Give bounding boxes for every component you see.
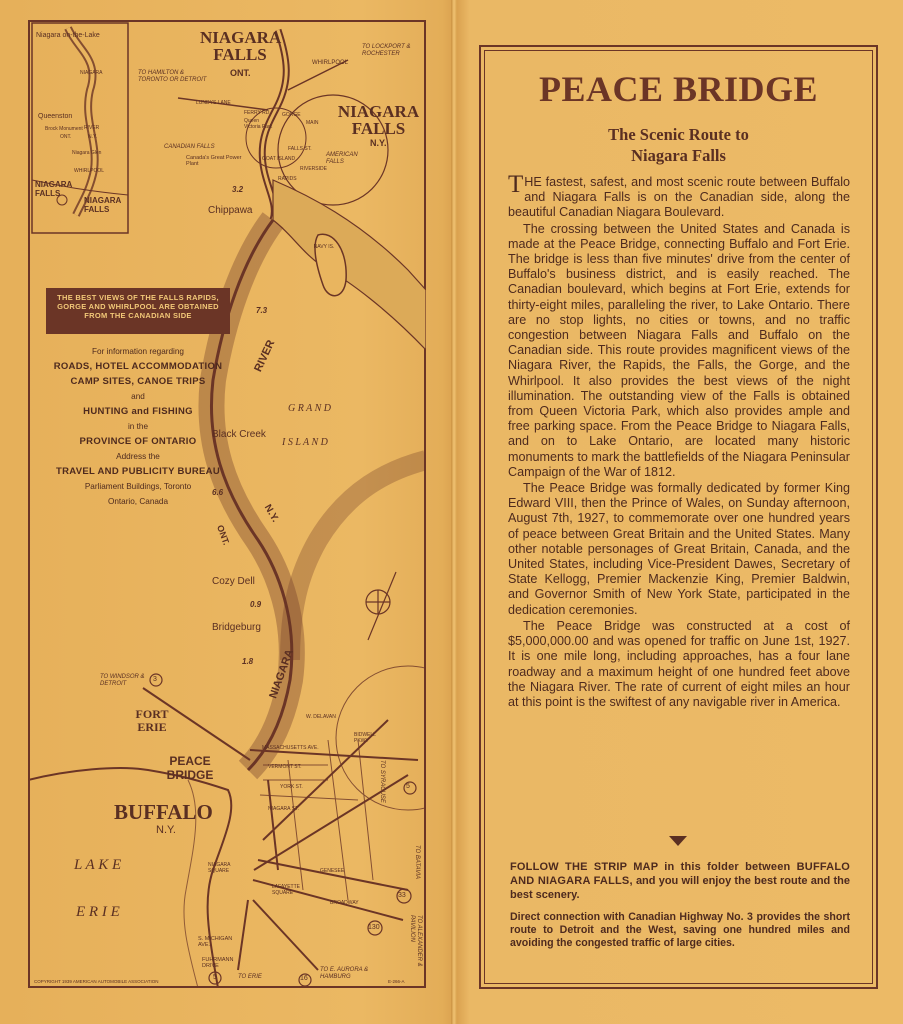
down-triangle-icon [669,836,687,846]
riverside-label: RIVERSIDE [300,166,327,172]
erie-label: E R I E [76,904,120,920]
ont-label: ONT. [230,68,251,78]
black-creek-label: Black Creek [212,429,266,440]
info-line8: Address the [116,452,160,461]
genesee-label: GENESEE [320,868,345,874]
copyright-label: COPYRIGHT 1939 AMERICAN AUTOMOBILE ASSOCIATION [34,979,159,984]
fuhrmann-label: FUHRMANN DRIVE [202,957,234,969]
follow-strip-map-note [510,860,850,902]
gorge-label: GORGE [282,112,301,118]
goat-island-label: GOAT ISLAND [262,156,296,162]
paragraph-4: The Peace Bridge was constructed at a cost of $5,000,000.00 and was opened for traffic on June 1st, 1927. It is one mile long, including approaches, has a four lane roadway and a maximum height of one hundred feet above the Niagara River. The rate of current of eight miles an hour at this point is the swiftest of any navigable river in America. [508,618,850,709]
niagara-st-label: NIAGARA ST. [268,806,299,812]
grand-label: G R A N D [288,403,331,414]
info-line4: and [131,392,145,401]
inset-niagara-on-the-lake: Niagara on-the-Lake [36,32,100,39]
ferry-label: FERRY RD. [244,110,271,116]
lafayette-label: LAFAYETTE SQUARE [272,884,300,896]
info-line2: ROADS, HOTEL ACCOMMODATION [53,361,223,372]
island-label: I S L A N D [282,437,328,448]
info-line1: For information regarding [92,347,184,356]
inset-ny: N.Y. [88,134,98,140]
route-3: 3 [153,676,157,683]
page-subtitle [484,124,873,166]
subtitle-line2: Niagara Falls [631,146,726,165]
dist-73: 7.3 [256,306,268,315]
river-word: RIVER [252,338,278,374]
canadian-falls-label: CANADIAN FALLS [164,144,215,150]
dist-66: 6.6 [212,488,224,497]
niagara-falls-ont-label: NIAGARA FALLS [200,28,282,64]
inset-whirlpool: WHIRLPOOL [74,168,105,174]
information-block [40,344,236,509]
inset-brock: Brock Monument [45,126,83,132]
falls-st-label: FALLS ST. [288,146,312,152]
bidwell-label: BIDWELL PKWY [354,732,376,744]
main-st-label: MAIN [306,120,319,126]
to-erie: TO ERIE [238,974,262,980]
niagara-square-label: NIAGARA SQUARE [208,862,231,874]
lundys-label: LUNDYS LANE [196,100,231,106]
inset-queenston: Queenston [38,113,73,120]
paragraph-3: The Peace Bridge was formally dedicated by former King Edward VIII, then the Prince of Wales, on Sunday afternoon, August 7th, 1927, to commemorate over one hundred years of peace between Great Britain and the United States. Many other notable personages of Great Britain, Canada, and the United States, including Vice-President Dawes, Secretary of State Kellogg, Premier Mackenzie King, Premier Baldwin, and Governor Smith of New York State, participated in the dedication ceremonies. [508,481,850,617]
body-text [508,171,850,711]
ont-word: ONT. [215,523,232,547]
route-16: 16 [300,975,308,982]
south-michigan-label: S. MICHIGAN AVE. [198,936,233,948]
subtitle-line1: The Scenic Route to [608,125,749,144]
buffalo-label: BUFFALO [114,800,213,824]
direct-connection-note: Direct connection with Canadian Highway No. 3 provides the short route to Detroit and the West, saving one hundred miles and avoiding the congested traffic of large cities. [510,911,850,949]
broadway-label: BROADWAY [330,900,359,906]
niagara-word: NIAGARA [267,647,297,701]
chippawa-label: Chippawa [208,205,253,216]
niagara-falls-ny-label: NIAGARA FALLS [337,102,420,138]
inset-niagara-glen: Niagara Glen [72,150,102,156]
route-5a: 5 [406,783,410,790]
cozy-dell-label: Cozy Dell [212,576,255,587]
info-line3: CAMP SITES, CANOE TRIPS [70,376,206,387]
navy-island-label: NAVY IS. [313,244,335,250]
york-label: YORK ST. [280,784,303,790]
paragraph-1 [508,171,850,221]
paragraph-1-text: HE fastest, safest, and most scenic route between Buffalo and Niagara Falls is on the Canadian side, along the beautiful Canadian Niagara Boulevard. [508,175,850,220]
follow-rest: and you will enjoy the best route and the best scenery. [510,875,850,901]
vermont-label: VERMONT ST. [268,764,302,770]
dist-18: 1.8 [242,657,254,666]
route-5b: 5 [213,974,217,981]
follow-lead: FOLLOW THE STRIP MAP in this folder between BUFFALO AND NIAGARA FALLS, [510,861,850,887]
ny-label: N.Y. [370,138,387,148]
power-plant-label: Canada's Great Power Plant [186,155,242,167]
center-fold [451,0,457,1024]
compass-rose [366,572,396,640]
queen-victoria-park-label: Queen Victoria Park [244,118,273,130]
fort-erie-label: FORT ERIE [135,707,169,734]
to-hamilton: TO HAMILTON & TORONTO OR DETROIT [138,70,207,83]
info-line5: HUNTING and FISHING [83,406,193,417]
rapids-label: RAPIDS [278,176,297,182]
whirlpool-label: WHIRLPOOL [312,60,349,66]
to-lockport: TO LOCKPORT & ROCHESTER [362,44,411,57]
american-falls-label: AMERICAN FALLS [326,152,358,165]
lake-label: L A K E [74,857,122,873]
page-title: PEACE BRIDGE [538,69,819,109]
inset-falls-left: NIAGARA FALLS [35,180,73,198]
inset-ont: ONT. [60,134,72,140]
inset-river-label: NIAGARA [80,70,103,76]
peace-bridge-label: PEACE BRIDGE [166,754,214,782]
buffalo-ny-label: N.Y. [156,824,176,836]
to-alexander: TO ALEXANDER & PAVILION [409,915,422,967]
map-code-label: E-266-A [388,979,405,984]
info-line6: in the [127,422,149,431]
route-33: 33 [398,892,406,899]
info-line7: PROVINCE OF ONTARIO [79,436,197,447]
upper-river-east [273,180,426,350]
dist-09: 0.9 [250,600,262,609]
to-aurora: TO E. AURORA & HAMBURG [320,967,369,980]
ny-word: N.Y. [261,502,281,525]
dist-32: 3.2 [232,185,244,194]
to-syracuse: TO SYRACUSE [379,760,385,803]
bridgeburg-label: Bridgeburg [212,622,261,633]
info-line9: TRAVEL AND PUBLICITY BUREAU [56,466,220,477]
info-line11: Ontario, Canada [107,497,169,506]
to-batavia: TO BATAVIA [414,845,420,880]
best-views-box: THE BEST VIEWS OF THE FALLS RAPIDS, GORGE AND WHIRLPOOL ARE OBTAINED FROM THE CANADIAN SIDE [46,288,230,334]
info-line10: Parliament Buildings, Toronto [84,482,192,491]
route-130: 130 [368,924,380,931]
inset-falls-right: NIAGARA FALLS [84,196,122,214]
massachusetts-label: MASSACHUSETTS AVE. [262,745,319,751]
inset-river-word: RIVER [84,125,100,131]
drop-cap: T [508,171,524,198]
delavan-label: W. DELAVAN [306,714,336,720]
paragraph-2: The crossing between the United States and Canada is made at the Peace Bridge, connecting Buffalo and Fort Erie. The bridge is less than five minutes' drive from the center of Buffalo's business district, and is easily reached. The Canadian boulevard, which begins at Fort Erie, extends for thirty-eight miles, paralleling the river, to Lake Ontario. There are no stop lights, no cities or towns, and no traffic congestion between Niagara Falls and Buffalo on the Canadian side. This route provides magnificent views of the Niagara River, the Rapids, the Falls, the Gorge, and the Whirlpool. It also provides the best views of the night illumination. The outstanding view of the Falls is obtained from Queen Victoria Park, which also provides ample and free parking space. From the Peace Bridge to Niagara Falls, and on to Lake Ontario, are located many historic monuments to mark the battlefields of the Niagara Peninsular Campaign of the War of 1812. [508,221,850,479]
niagara-river-east [290,460,426,660]
to-windsor: TO WINDSOR & DETROIT [100,674,145,687]
